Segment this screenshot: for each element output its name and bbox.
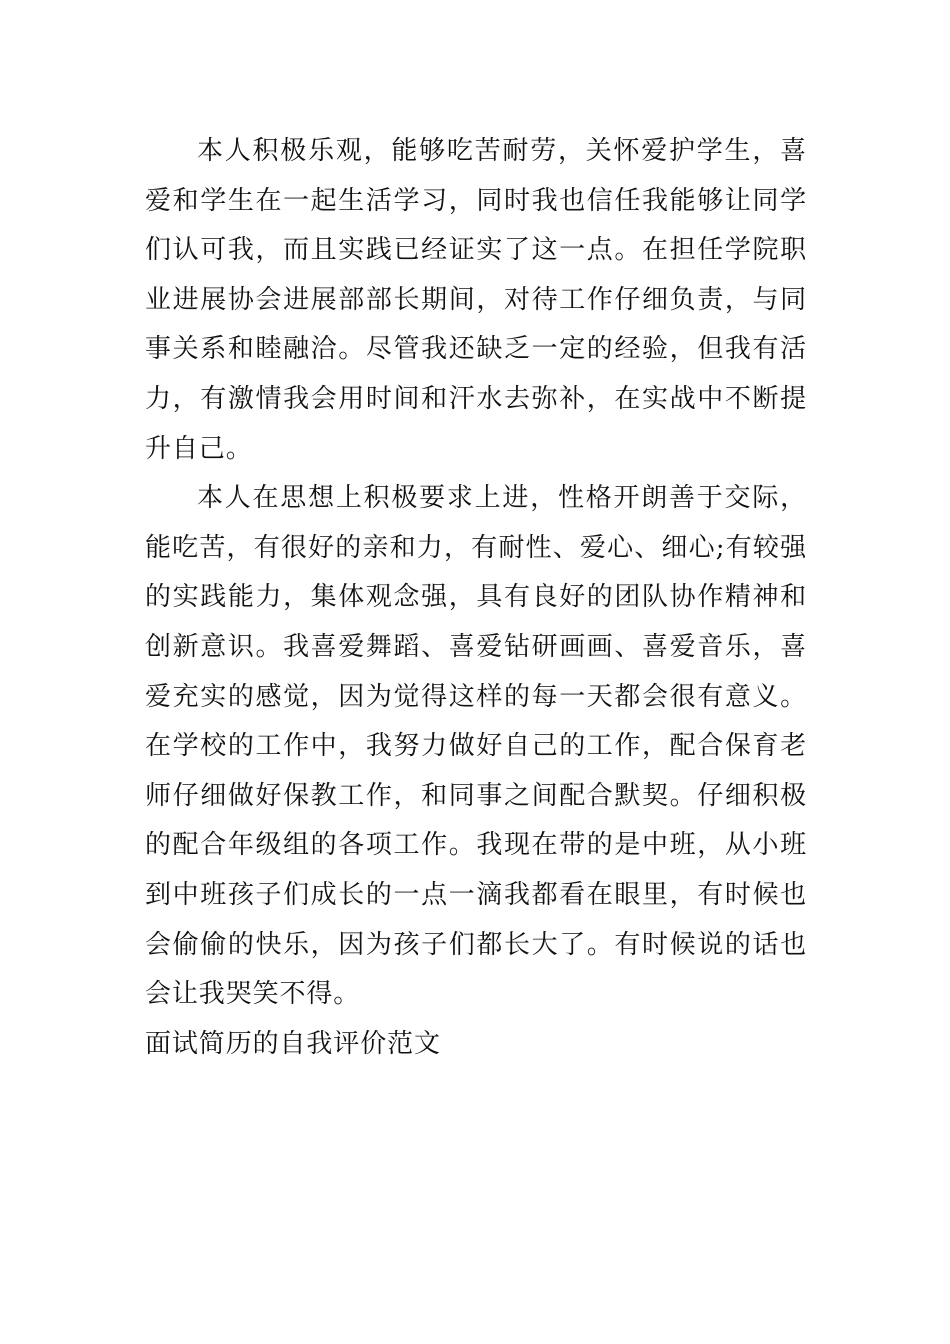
paragraph-1: 本人积极乐观，能够吃苦耐劳，关怀爱护学生，喜爱和学生在一起生活学习，同时我也信任我能够让同学们认可我，而且实践已经证实了这一点。在担任学院职业进展协会进展部部长期间，对待工作仔细负责，与同事关系和睦融洽。尽管我还缺乏一定的经验，但我有活力，有激情我会用时间和汗水去弥补，在实战中不断提升自己。 [145, 136, 807, 464]
document-body [145, 127, 807, 1069]
section-heading: 面试简历的自我评价范文 [145, 1028, 441, 1059]
paragraph-2: 本人在思想上积极要求上进，性格开朗善于交际，能吃苦，有很好的亲和力，有耐性、爱心、细心;有较强的实践能力，集体观念强，具有良好的团队协作精神和创新意识。我喜爱舞蹈、喜爱钻研画画、喜爱音乐，喜爱充实的感觉，因为觉得这样的每一天都会很有意义。在学校的工作中，我努力做好自己的工作，配合保育老师仔细做好保教工作，和同事之间配合默契。仔细积极的配合年级组的各项工作。我现在带的是中班，从小班到中班孩子们成长的一点一滴我都看在眼里，有时候也会偷偷的快乐，因为孩子们都长大了。有时候说的话也会让我哭笑不得。 [145, 483, 807, 1010]
